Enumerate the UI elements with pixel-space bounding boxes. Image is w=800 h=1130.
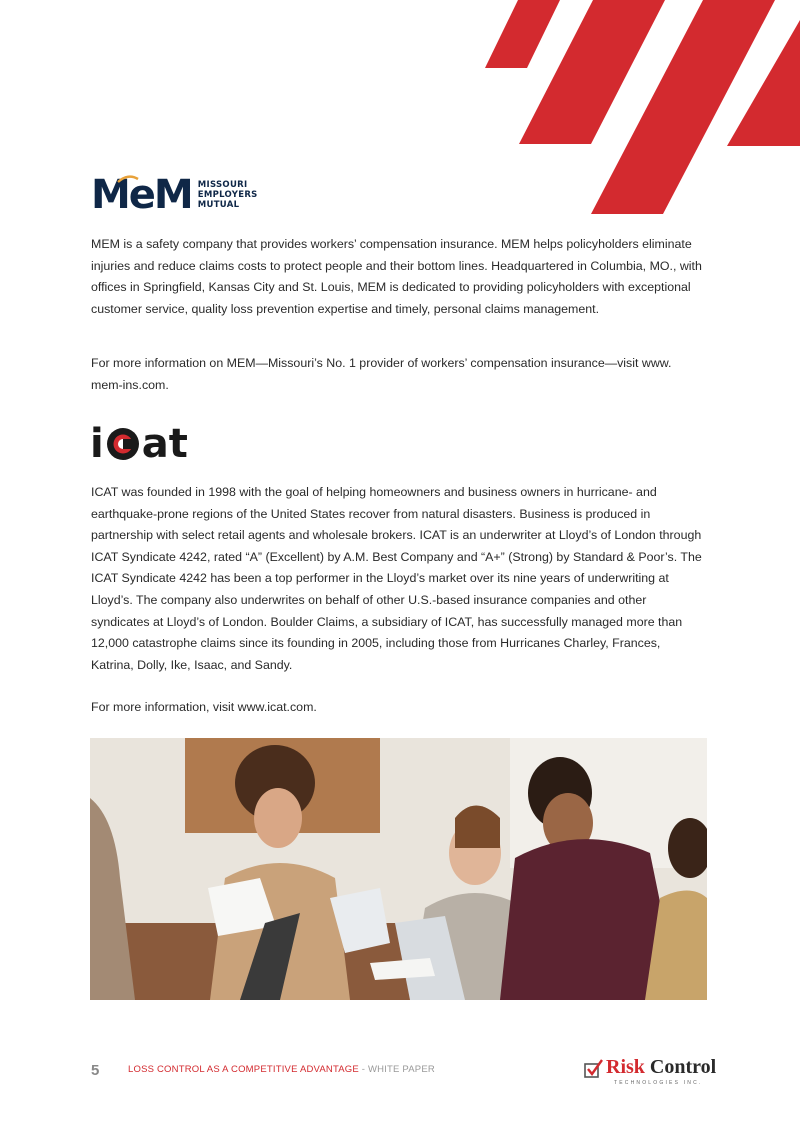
icat-more-info: For more information, visit www.icat.com.	[91, 700, 317, 714]
page-footer	[0, 1055, 800, 1095]
risk-control-tagline: TECHNOLOGIES INC.	[614, 1080, 703, 1086]
mem-logo-line: EMPLOYERS	[197, 190, 258, 200]
icat-logo	[90, 421, 188, 467]
mem-logo-line: MISSOURI	[197, 180, 248, 190]
footer-doc-title: LOSS CONTROL AS A COMPETITIVE ADVANTAGE	[128, 1064, 359, 1075]
mem-logo-line: MUTUAL	[197, 200, 240, 210]
icat-c-icon	[106, 427, 140, 461]
mem-logo-subtitle	[198, 180, 258, 210]
team-meeting-photo	[90, 738, 707, 1000]
mem-swoosh-icon	[117, 175, 139, 183]
checkmark-icon	[584, 1059, 604, 1079]
risk-control-logo	[584, 1055, 717, 1089]
icat-description: ICAT was founded in 1998 with the goal of helping homeowners and business owners in hurricane- and earthquake-prone regions of the United States recover from natural disasters. Business is produced in partnership with select retail agents and wholesale brokers. ICAT is an underwriter at Lloyd’s of London through ICAT Syndicate 4242, rated “A” (Excellent) by A.M. Best Company and “A+” (Strong) by Standard & Poor’s. The ICAT Syndicate 4242 has been a top performer in the Lloyd’s market over its nine years of underwriting at Lloyd’s. The company also underwrites on behalf of other U.S.-based insurance companies and other syndicates at Lloyd’s of London. Boulder Claims, a subsidiary of ICAT, has successfully managed more than 12,000 catastrophe claims since its founding in 2005, including those from Hurricanes Charley, Frances, Katrina, Dolly, Ike, Isaac, and Sandy.	[91, 485, 702, 672]
mem-logo-wordmark: MeM	[91, 172, 192, 218]
page-number: 5	[91, 1062, 100, 1079]
mem-description: MEM is a safety company that provides workers’ compensation insurance. MEM helps policyholders eliminate injuries and reduce claims costs to protect people and their bottom lines. Headquartered in Columbia, MO., with offices in Springfield, Kansas City and St. Louis, MEM is dedicated to providing policyholders with exceptional customer service, quality loss prevention expertise and timely, personal claims management.	[91, 237, 702, 316]
footer-title	[128, 1064, 435, 1075]
icat-logo-i: i	[90, 421, 104, 467]
icat-logo-at: at	[141, 421, 188, 467]
risk-control-name	[606, 1056, 716, 1079]
footer-separator: -	[358, 1064, 368, 1075]
mem-more-info: For more information on MEM—Missouri’s No. 1 provider of workers’ compensation insurance—visit www. mem-ins.com.	[91, 356, 672, 392]
brand-risk: Risk	[606, 1056, 645, 1078]
mem-logo	[91, 172, 258, 218]
brand-control: Control	[644, 1056, 717, 1078]
footer-doc-type: WHITE PAPER	[367, 1064, 435, 1075]
